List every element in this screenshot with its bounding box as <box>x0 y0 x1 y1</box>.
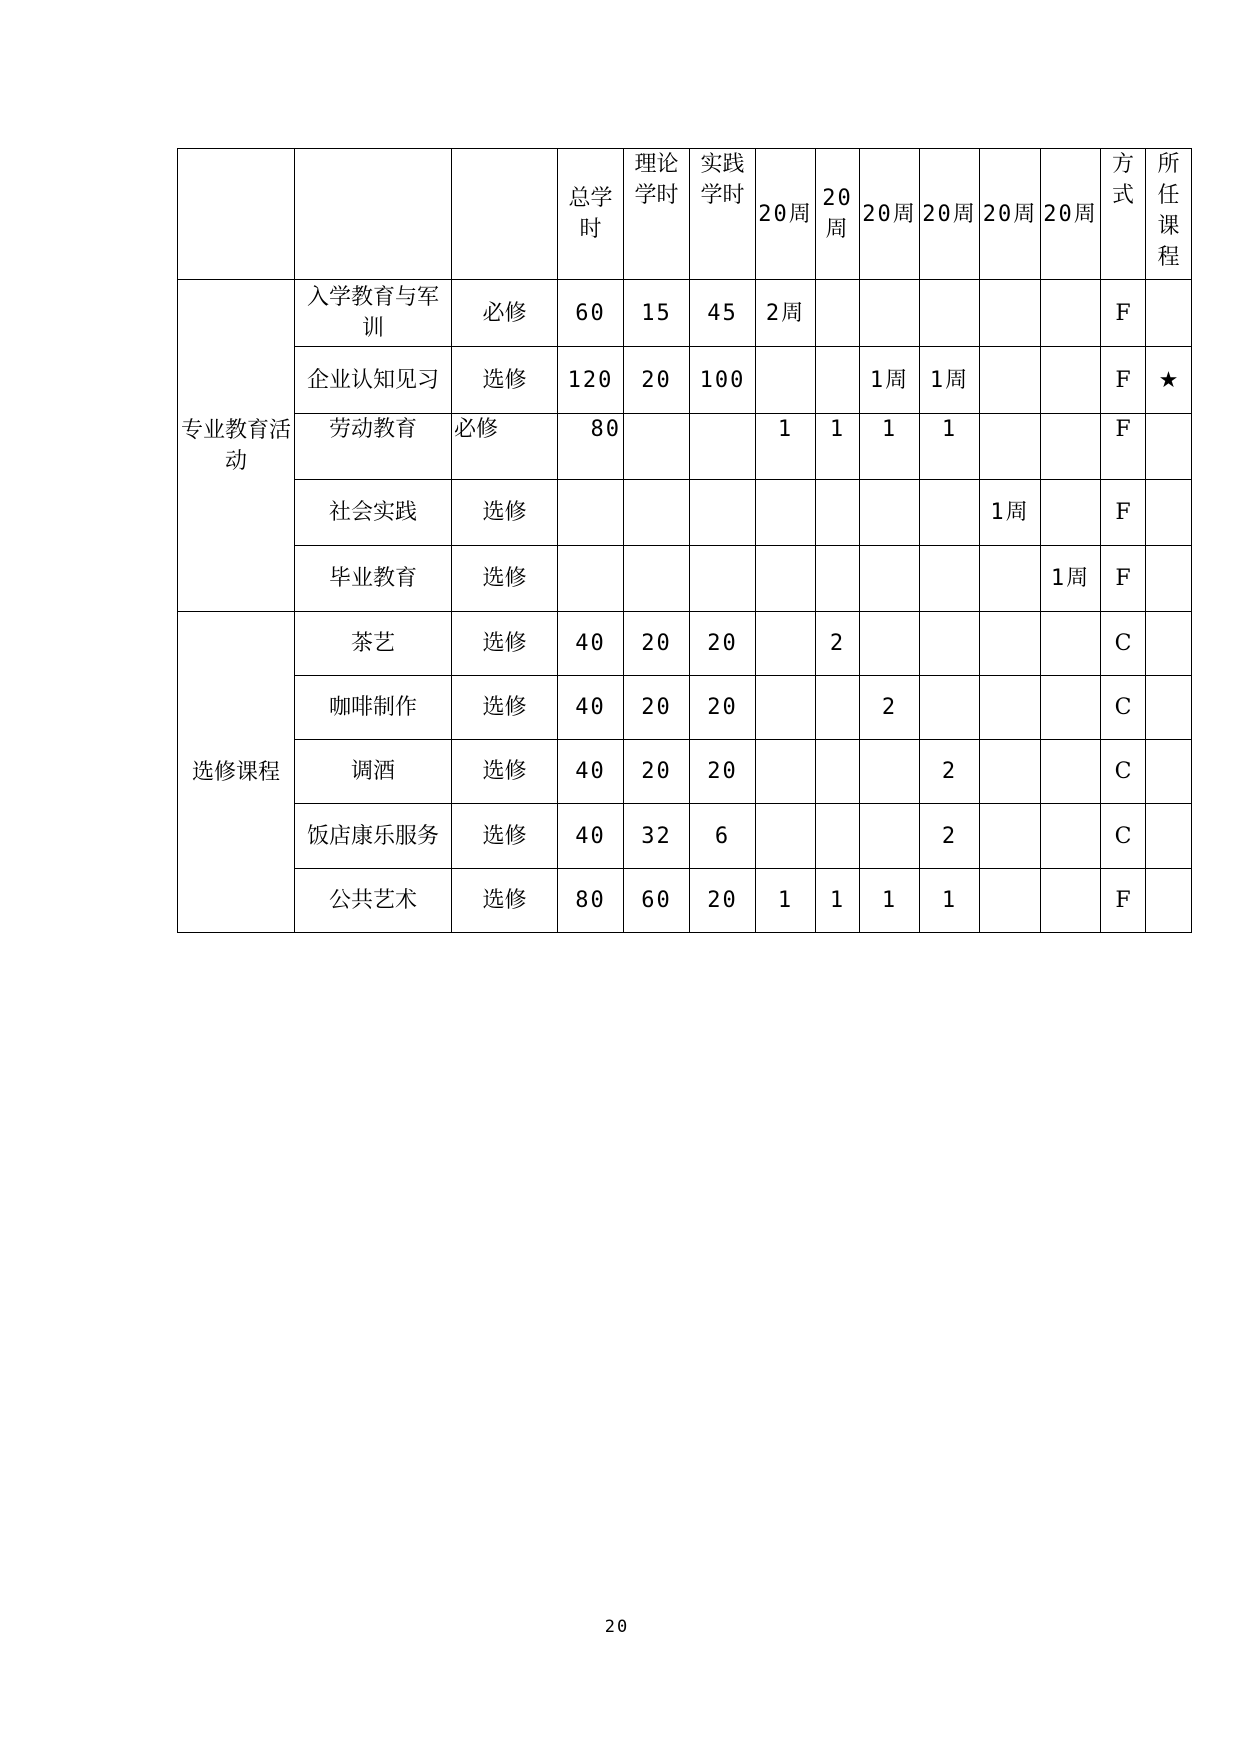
core-course-mark <box>1146 612 1192 676</box>
week-5-cell <box>980 804 1041 869</box>
total-hours: 80 <box>558 414 624 480</box>
table-row <box>178 546 1192 612</box>
assessment-method: C <box>1101 676 1146 740</box>
week-6-cell <box>1041 804 1101 869</box>
course-name: 茶艺 <box>295 612 452 676</box>
week-1-cell <box>756 676 816 740</box>
week-2-cell: 2 <box>816 612 860 676</box>
week-4-cell: 2 <box>920 740 980 804</box>
theory-hours <box>624 480 690 546</box>
week-6-cell <box>1041 347 1101 414</box>
course-name: 调酒 <box>295 740 452 804</box>
week-1-cell: 2周 <box>756 280 816 347</box>
week-4-cell <box>920 612 980 676</box>
assessment-method: F <box>1101 869 1146 933</box>
assessment-method: C <box>1101 740 1146 804</box>
core-course-mark <box>1146 546 1192 612</box>
week-5-cell <box>980 869 1041 933</box>
table-row <box>178 480 1192 546</box>
week-3-cell <box>860 546 920 612</box>
header-week-1: 20周 <box>756 149 816 280</box>
week-5-cell <box>980 676 1041 740</box>
page-number: 20 <box>604 1617 630 1637</box>
total-hours: 120 <box>558 347 624 414</box>
table-row <box>178 347 1192 414</box>
header-week-6: 20周 <box>1041 149 1101 280</box>
week-4-cell <box>920 480 980 546</box>
theory-hours: 20 <box>624 676 690 740</box>
week-3-cell <box>860 480 920 546</box>
table-header-row <box>178 149 1192 280</box>
course-name: 饭店康乐服务 <box>295 804 452 869</box>
week-4-cell: 1 <box>920 869 980 933</box>
total-hours: 60 <box>558 280 624 347</box>
assessment-method: F <box>1101 280 1146 347</box>
group-professional-activities: 专业教育活动 <box>178 280 295 612</box>
week-4-cell: 1 <box>920 414 980 480</box>
week-1-cell <box>756 480 816 546</box>
course-type: 选修 <box>452 869 558 933</box>
practice-hours: 20 <box>690 740 756 804</box>
week-2-cell: 1 <box>816 869 860 933</box>
week-6-cell <box>1041 480 1101 546</box>
theory-hours: 15 <box>624 280 690 347</box>
week-3-cell <box>860 740 920 804</box>
header-week-2: 20周 <box>816 149 860 280</box>
course-type: 选修 <box>452 740 558 804</box>
total-hours <box>558 480 624 546</box>
course-type: 选修 <box>452 612 558 676</box>
course-type: 选修 <box>452 676 558 740</box>
total-hours: 40 <box>558 676 624 740</box>
week-6-cell <box>1041 740 1101 804</box>
theory-hours: 60 <box>624 869 690 933</box>
practice-hours: 20 <box>690 676 756 740</box>
week-5-cell <box>980 740 1041 804</box>
theory-hours <box>624 546 690 612</box>
week-2-cell <box>816 740 860 804</box>
week-1-cell <box>756 804 816 869</box>
assessment-method: F <box>1101 414 1146 480</box>
header-week-5: 20周 <box>980 149 1041 280</box>
week-2-cell: 1 <box>816 414 860 480</box>
practice-hours: 6 <box>690 804 756 869</box>
week-1-cell <box>756 740 816 804</box>
week-1-cell <box>756 612 816 676</box>
core-course-mark <box>1146 804 1192 869</box>
header-blank-cell <box>452 149 558 280</box>
week-1-cell: 1 <box>756 869 816 933</box>
week-3-cell: 1 <box>860 414 920 480</box>
course-type: 选修 <box>452 804 558 869</box>
table-row <box>178 612 1192 676</box>
week-6-cell <box>1041 414 1101 480</box>
week-3-cell <box>860 612 920 676</box>
week-2-cell <box>816 804 860 869</box>
practice-hours: 20 <box>690 869 756 933</box>
total-hours: 40 <box>558 612 624 676</box>
theory-hours <box>624 414 690 480</box>
total-hours: 80 <box>558 869 624 933</box>
week-4-cell: 2 <box>920 804 980 869</box>
week-2-cell <box>816 347 860 414</box>
theory-hours: 20 <box>624 347 690 414</box>
week-5-cell <box>980 612 1041 676</box>
practice-hours: 20 <box>690 612 756 676</box>
practice-hours <box>690 414 756 480</box>
table-row <box>178 804 1192 869</box>
course-type: 选修 <box>452 347 558 414</box>
practice-hours <box>690 480 756 546</box>
week-2-cell <box>816 546 860 612</box>
week-6-cell: 1周 <box>1041 546 1101 612</box>
header-week-3: 20周 <box>860 149 920 280</box>
table-row <box>178 280 1192 347</box>
course-type: 必修 <box>452 280 558 347</box>
course-name: 企业认知见习 <box>295 347 452 414</box>
theory-hours: 20 <box>624 740 690 804</box>
week-3-cell <box>860 280 920 347</box>
total-hours: 40 <box>558 740 624 804</box>
assessment-method: F <box>1101 546 1146 612</box>
header-total-hours: 总学时 <box>558 149 624 280</box>
week-1-cell <box>756 546 816 612</box>
week-4-cell <box>920 280 980 347</box>
header-course: 所任课程 <box>1146 149 1192 280</box>
core-course-mark: ★ <box>1146 347 1192 414</box>
course-name: 公共艺术 <box>295 869 452 933</box>
assessment-method: C <box>1101 612 1146 676</box>
course-type: 选修 <box>452 480 558 546</box>
core-course-mark <box>1146 676 1192 740</box>
week-6-cell <box>1041 280 1101 347</box>
week-1-cell <box>756 347 816 414</box>
assessment-method: F <box>1101 480 1146 546</box>
theory-hours: 20 <box>624 612 690 676</box>
week-4-cell <box>920 546 980 612</box>
week-3-cell <box>860 804 920 869</box>
core-course-mark <box>1146 414 1192 480</box>
table-row <box>178 740 1192 804</box>
core-course-mark <box>1146 280 1192 347</box>
core-course-mark <box>1146 740 1192 804</box>
header-practice-hours: 实践学时 <box>690 149 756 280</box>
course-name: 毕业教育 <box>295 546 452 612</box>
practice-hours: 45 <box>690 280 756 347</box>
header-method: 方式 <box>1101 149 1146 280</box>
week-5-cell <box>980 280 1041 347</box>
week-5-cell: 1周 <box>980 480 1041 546</box>
week-5-cell <box>980 347 1041 414</box>
total-hours: 40 <box>558 804 624 869</box>
week-2-cell <box>816 676 860 740</box>
header-theory-hours: 理论学时 <box>624 149 690 280</box>
week-5-cell <box>980 546 1041 612</box>
header-blank-cell <box>295 149 452 280</box>
assessment-method: F <box>1101 347 1146 414</box>
total-hours <box>558 546 624 612</box>
week-1-cell: 1 <box>756 414 816 480</box>
week-4-cell: 1周 <box>920 347 980 414</box>
week-5-cell <box>980 414 1041 480</box>
core-course-mark <box>1146 480 1192 546</box>
course-type: 必修 <box>452 414 558 480</box>
table-row <box>178 414 1192 480</box>
table-row <box>178 676 1192 740</box>
week-3-cell: 1周 <box>860 347 920 414</box>
course-name: 入学教育与军训 <box>295 280 452 347</box>
practice-hours <box>690 546 756 612</box>
table-row <box>178 869 1192 933</box>
week-6-cell <box>1041 612 1101 676</box>
week-3-cell: 2 <box>860 676 920 740</box>
week-6-cell <box>1041 869 1101 933</box>
week-4-cell <box>920 676 980 740</box>
course-schedule-table <box>177 148 1192 933</box>
assessment-method: C <box>1101 804 1146 869</box>
week-2-cell <box>816 280 860 347</box>
course-name: 咖啡制作 <box>295 676 452 740</box>
practice-hours: 100 <box>690 347 756 414</box>
week-2-cell <box>816 480 860 546</box>
core-course-mark <box>1146 869 1192 933</box>
theory-hours: 32 <box>624 804 690 869</box>
course-name: 社会实践 <box>295 480 452 546</box>
header-blank-cell <box>178 149 295 280</box>
week-6-cell <box>1041 676 1101 740</box>
course-type: 选修 <box>452 546 558 612</box>
course-name: 劳动教育 <box>295 414 452 480</box>
header-week-4: 20周 <box>920 149 980 280</box>
week-3-cell: 1 <box>860 869 920 933</box>
group-elective-courses: 选修课程 <box>178 612 295 933</box>
